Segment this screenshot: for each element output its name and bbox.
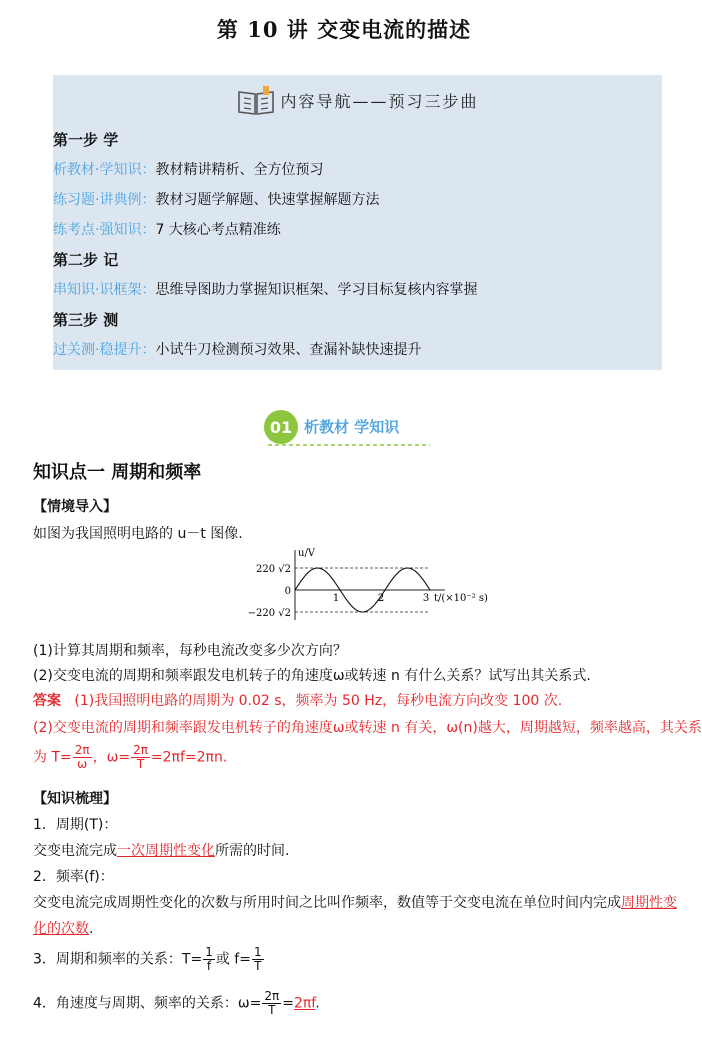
x-tick: 3 bbox=[422, 593, 430, 604]
nav-item-3 bbox=[53, 219, 281, 239]
y-label: u/V bbox=[298, 548, 316, 559]
k2-title: 2．频率(f)： bbox=[33, 869, 114, 885]
nav-item-2 bbox=[53, 189, 379, 209]
x-tick: 1 bbox=[332, 593, 340, 604]
answer-1: 答案 (1)我国照明电路的周期为 0.02 s，频率为 50 Hz，每秒电流方向改变 100 次. bbox=[33, 693, 563, 709]
k2-text-2: 化的次数. bbox=[33, 921, 94, 937]
intro-text: 如图为我国照明电路的 u－t 图像. bbox=[33, 526, 243, 542]
nav-item-key: 串知识·识框架： bbox=[53, 282, 156, 298]
nav-item-text: 小试牛刀检测预习效果、查漏补缺快速提升 bbox=[155, 342, 422, 358]
nav-item-text: 教材精讲精析、全方位预习 bbox=[155, 162, 324, 178]
nav-item-4 bbox=[53, 279, 477, 299]
section-number: 01 bbox=[269, 418, 293, 437]
nav-item-text: 思维导图助力掌握知识框架、学习目标复核内容掌握 bbox=[155, 282, 478, 298]
y-tick: 0 bbox=[284, 586, 291, 597]
page-title: 第 10 讲 交变电流的描述 bbox=[216, 17, 472, 42]
step-3: 第三步 测 bbox=[53, 311, 119, 329]
k3-relation: 3．周期和频率的关系：T= $\frac{1}{f}$ 或 f= $\frac{1}{T}$ bbox=[33, 945, 262, 973]
step-2: 第二步 记 bbox=[53, 251, 119, 269]
nav-item-key: 练考点·强知识： bbox=[53, 222, 156, 238]
knowledge-point-title: 知识点一 周期和频率 bbox=[33, 462, 202, 483]
ut-chart bbox=[247, 546, 488, 626]
k1-text: 交变电流完成一次周期性变化所需的时间. bbox=[33, 843, 290, 859]
section-badge-graphic bbox=[0, 408, 688, 448]
sort-heading: 【知识梳理】 bbox=[33, 791, 117, 807]
section-badge bbox=[0, 408, 688, 448]
nav-item-text: 教材习题学解题、快速掌握解题方法 bbox=[155, 192, 380, 208]
k2-text: 交变电流完成周期性变化的次数与所用时间之比叫作频率，数值等于交变电流在单位时间内完成周期性变 bbox=[33, 895, 677, 911]
nav-item-text: 7 大核心考点精准练 bbox=[155, 222, 281, 238]
nav-item-5 bbox=[53, 339, 421, 359]
nav-header-text: 内容导航——预习三步曲 bbox=[280, 91, 479, 111]
x-tick: 2 bbox=[377, 593, 385, 604]
question-2: (2)交变电流的周期和频率跟发电机转子的角速度ω或转速 n 有什么关系？试写出其关系式. bbox=[33, 668, 591, 684]
section-label: 析教材 学知识 bbox=[304, 418, 400, 436]
answer-2a: (2)交变电流的周期和频率跟发电机转子的角速度ω或转速 n 有关，ω(n)越大，周期越短，频率越高，其关系 bbox=[33, 720, 702, 736]
nav-item-key: 练习题·讲典例： bbox=[53, 192, 156, 208]
content-navigation-box bbox=[53, 75, 662, 370]
book-icon bbox=[236, 84, 276, 116]
nav-item-1 bbox=[53, 159, 323, 179]
k1-title: 1．周期(T)： bbox=[33, 817, 118, 833]
x-label: t/(×10⁻² s) bbox=[434, 593, 488, 604]
step-1: 第一步 学 bbox=[53, 131, 119, 149]
answer-label: 答案 bbox=[33, 693, 61, 709]
intro-heading: 【情境导入】 bbox=[33, 499, 117, 515]
y-tick: −220 √2 bbox=[247, 608, 291, 619]
question-1: (1)计算其周期和频率，每秒电流改变多少次方向？ bbox=[33, 643, 347, 659]
nav-item-key: 析教材·学知识： bbox=[53, 162, 156, 178]
nav-item-key: 过关测·稳提升： bbox=[53, 342, 156, 358]
nav-header bbox=[53, 83, 662, 117]
answer-2b: 为 T= $\frac{2\pi}{\omega}$ ，ω= $\frac{2\pi}{T}$ =2πf=2πn. bbox=[33, 743, 228, 771]
k4-relation: 4．角速度与周期、频率的关系：ω= $\frac{2\pi}{T}$ =2πf. bbox=[33, 989, 320, 1017]
y-tick: 220 √2 bbox=[256, 564, 291, 575]
